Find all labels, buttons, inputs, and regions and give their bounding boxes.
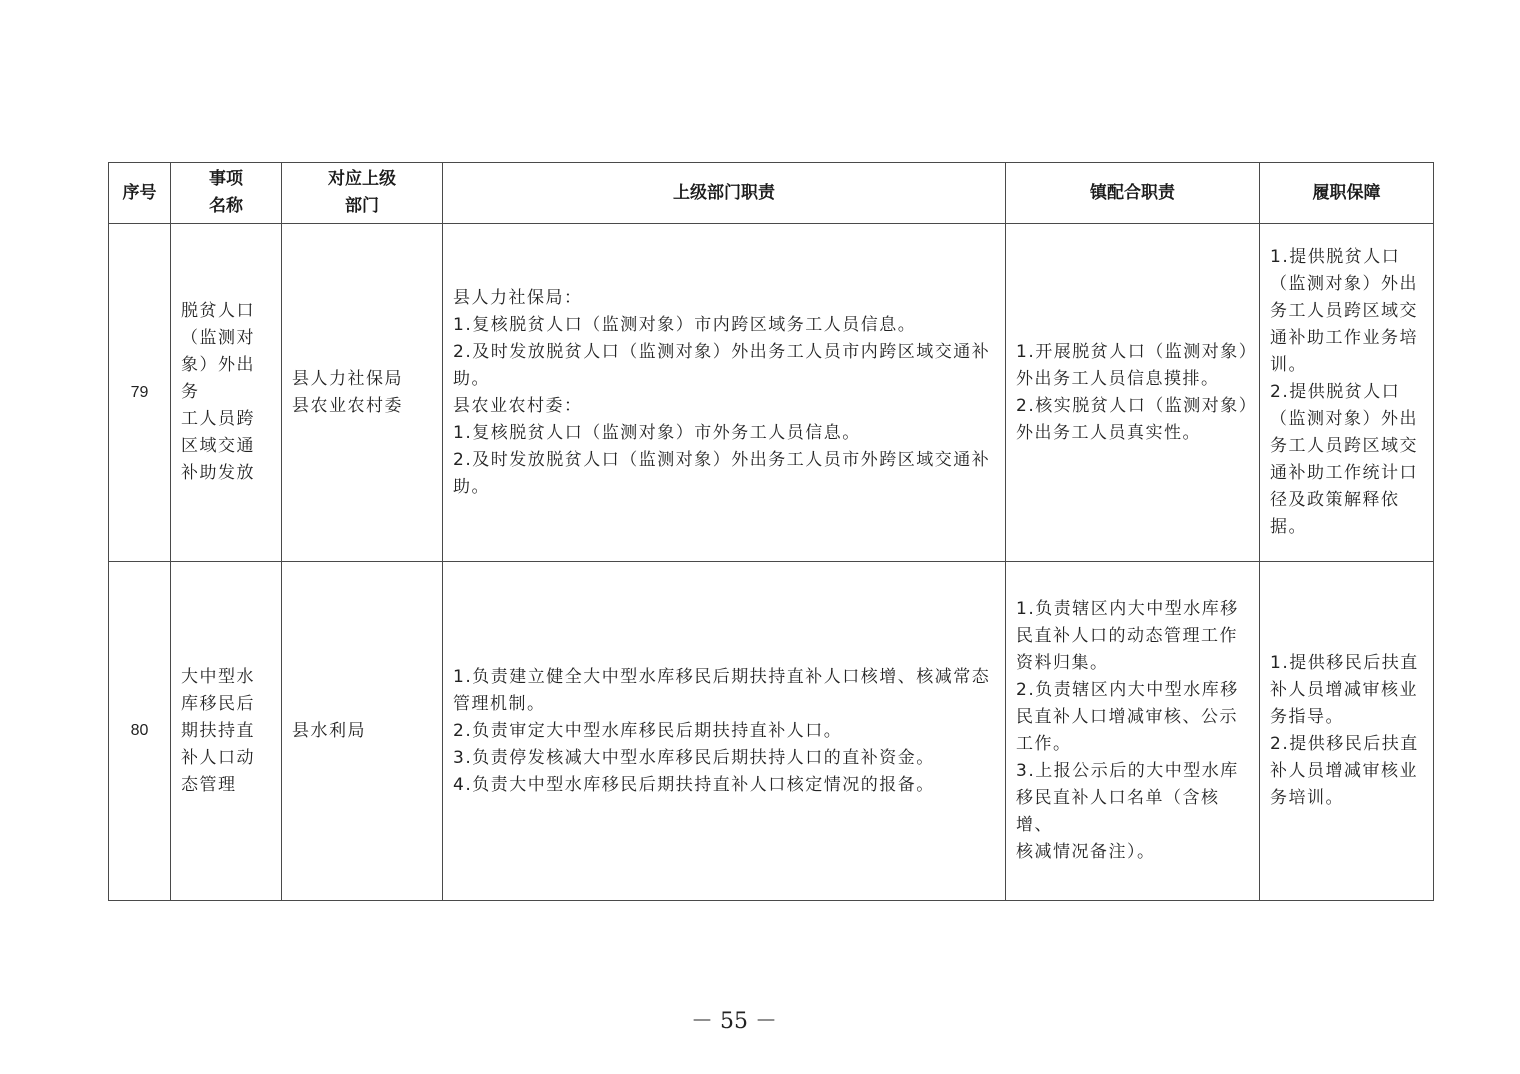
row-number: 79 [109,224,171,562]
item-name-cell [171,562,282,901]
header-town-duties: 镇配合职责 [1006,163,1260,224]
item-name-cell [171,224,282,562]
cell-line: 2.负责审定大中型水库移民后期扶持直补人口。 [453,720,843,741]
header-no: 序号 [109,163,171,224]
guarantees-cell [1260,562,1434,901]
town-duties-cell [1006,224,1260,562]
header-line: 事项 [209,169,243,189]
cell-line: 脱贫人口 [181,301,255,321]
cell-line: 务工人员跨区域交 [1270,301,1418,321]
cell-line: 工作。 [1016,734,1072,754]
department-cell [282,224,443,562]
table-row [109,562,1434,901]
cell-line: 务工人员跨区域交 [1270,436,1418,456]
cell-line: 补人员增减审核业 [1270,761,1418,781]
cell-line: 民直补人口的动态管理工作 [1016,626,1238,646]
cell-line: （监测对象）外出 [1270,409,1418,429]
cell-line: 县人力社保局： [453,287,583,308]
header-guarantees: 履职保障 [1260,163,1434,224]
header-line: 部门 [345,196,379,216]
cell-line: 核减情况备注）。 [1016,842,1156,862]
cell-line: 3.负责停发核减大中型水库移民后期扶持人口的直补资金。 [453,747,935,768]
cell-line: 大中型水 [181,666,255,687]
cell-line: 民直补人口增减审核、公示 [1016,707,1238,727]
cell-line: 资料归集。 [1016,653,1109,673]
cell-line: 径及政策解释依 [1270,490,1400,510]
header-line: 名称 [209,196,243,216]
cell-line: 2.核实脱贫人口（监测对象） [1016,395,1258,416]
superior-duties-cell [443,224,1006,562]
cell-line: 工人员跨 [181,409,255,429]
page-number: － 55 － [691,1009,777,1034]
cell-line: 2.提供脱贫人口 [1270,382,1401,402]
cell-line: 1.复核脱贫人口（监测对象）市外务工人员信息。 [453,422,861,443]
header-superior-duties: 上级部门职责 [443,163,1006,224]
table-row [109,224,1434,562]
cell-line: 象）外出务 [181,355,255,402]
department-cell [282,562,443,901]
cell-line: 县水利局 [292,720,366,741]
cell-line: 2.提供移民后扶直 [1270,734,1419,754]
cell-line: 补人员增减审核业 [1270,680,1418,700]
cell-line: 务指导。 [1270,707,1344,727]
cell-line: 3.上报公示后的大中型水库 [1016,761,1239,781]
cell-line: （监测对 [181,328,255,348]
cell-line: 助。 [453,368,490,389]
cell-line: 2.及时发放脱贫人口（监测对象）外出务工人员市内跨区域交通补 [453,341,991,362]
cell-line: 4.负责大中型水库移民后期扶持直补人口核定情况的报备。 [453,774,935,795]
cell-line: 外出务工人员真实性。 [1016,422,1201,443]
cell-line: 管理机制。 [453,693,546,714]
cell-line: 1.复核脱贫人口（监测对象）市内跨区域务工人员信息。 [453,314,917,335]
cell-line: 库移民后 [181,693,255,714]
table-header-row [109,163,1434,224]
cell-line: 1.负责建立健全大中型水库移民后期扶持直补人口核增、核减常态 [453,666,991,687]
cell-line: 县农业农村委： [453,395,583,416]
cell-line: 补人口动 [181,747,255,768]
cell-line: 县农业农村委 [292,395,403,416]
header-line: 对应上级 [328,169,396,189]
superior-duties-cell [443,562,1006,901]
town-duties-cell [1006,562,1260,901]
duty-table [108,162,1434,901]
cell-line: 县人力社保局 [292,368,403,389]
cell-line: 外出务工人员信息摸排。 [1016,368,1220,389]
header-item-name [171,163,282,224]
cell-line: 1.提供移民后扶直 [1270,653,1419,673]
cell-line: 区域交通 [181,436,255,456]
cell-line: 期扶持直 [181,720,255,741]
cell-line: 1.开展脱贫人口（监测对象） [1016,341,1258,362]
cell-line: 态管理 [181,774,237,795]
cell-line: 据。 [1270,517,1307,537]
cell-line: 1.负责辖区内大中型水库移 [1016,599,1239,619]
cell-line: 助。 [453,476,490,497]
cell-line: 1.提供脱贫人口 [1270,247,1401,267]
guarantees-cell [1260,224,1434,562]
cell-line: 务培训。 [1270,788,1344,808]
cell-line: 移民直补人口名单（含核增、 [1016,788,1220,835]
row-number: 80 [109,562,171,901]
cell-line: 2.及时发放脱贫人口（监测对象）外出务工人员市外跨区域交通补 [453,449,991,470]
cell-line: （监测对象）外出 [1270,274,1418,294]
header-department [282,163,443,224]
cell-line: 补助发放 [181,463,255,483]
cell-line: 2.负责辖区内大中型水库移 [1016,680,1239,700]
cell-line: 训。 [1270,355,1307,375]
cell-line: 通补助工作业务培 [1270,328,1418,348]
cell-line: 通补助工作统计口 [1270,463,1418,483]
